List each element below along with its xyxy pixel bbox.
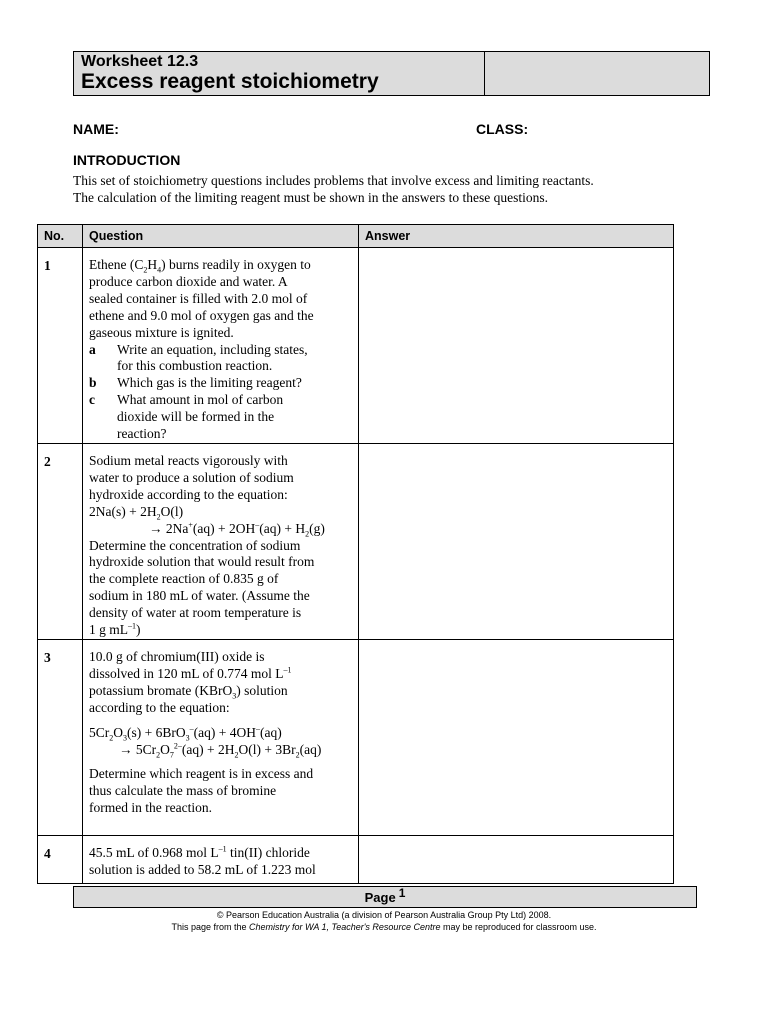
equation-line: → $2Na^+(aq) + 2OH^-(aq) + H_2(g)$ [149, 520, 325, 539]
answer-cell[interactable] [359, 836, 674, 884]
worksheet-header [73, 51, 710, 96]
table-header-row [38, 225, 674, 248]
column-header-question: Question [83, 225, 359, 248]
question-number: 4 [38, 836, 83, 884]
answer-cell[interactable] [359, 640, 674, 836]
copyright-line-2: This page from the Chemistry for WA 1, Teacher's Resource Centre may be reproduced for classroom use. [171, 922, 597, 932]
column-header-answer: Answer [359, 225, 674, 248]
page-label: Page [364, 890, 396, 905]
table-row [38, 640, 674, 836]
equation-line: $5Cr_2O_3(s) + 6BrO_3^-(aq) + 4OH^-(aq)$ [89, 724, 282, 743]
question-number: 2 [38, 444, 83, 640]
answer-cell[interactable] [359, 444, 674, 640]
table-row [38, 248, 674, 444]
equation-line: → $5Cr_2O_7^{2-}(aq) + 2H_2O(l) + 3Br_2(aq)$ [119, 741, 322, 760]
name-label: NAME: [73, 121, 119, 137]
header-title-cell [74, 52, 485, 95]
question-part-a: a Write an equation, including states, for this combustion reaction. [89, 341, 308, 374]
introduction-text [73, 172, 703, 206]
question-text: Sodium metal reacts vigorously with water to produce a solution of sodium hydroxide according to the equation: $2Na(s) + 2H_2O(l)$ → $2Na^+(aq) + 2OH^-(aq) + H_2(g)$ Determine the concentration of sodium hydroxide solution that would result from the complete reaction of 0.835 g of sodium in 180 mL of water. (Assume the density of water at room temperature is 1 g $mL^{-1}$) [83, 444, 359, 640]
table-row [38, 836, 674, 884]
equation-line: $2Na(s) + 2H_2O(l)$ [89, 503, 184, 522]
page-number: 1 [398, 886, 406, 900]
question-text: 10.0 g of chromium(III) oxide is dissolved in 120 mL of 0.774 mol $L^{-1}$ potassium bromate (KBrO$_3$) solution according to the equation: $5Cr_2O_3(s) + 6BrO_3^-(aq) + 4OH^-(aq)$ → $5Cr_2O_7^{2-}(aq) + 2H_2O(l) + 3Br_2(aq)$ Determine which reagent is in excess and thus calculate the mass of bromine formed in the reaction. [83, 640, 359, 836]
page-footer-bar [73, 886, 697, 908]
question-part-c: c What amount in mol of carbon dioxide will be formed in the reaction? [89, 392, 284, 442]
introduction-line-2: The calculation of the limiting reagent must be shown in the answers to these questions. [73, 190, 549, 205]
question-text: 45.5 mL of 0.968 mol $L^{-1}$ tin(II) chloride solution is added to 58.2 mL of 1.223 mol [83, 836, 359, 884]
copyright-line-1: © Pearson Education Australia (a division of Pearson Australia Group Pty Ltd) 2008. [216, 910, 552, 920]
questions-table [37, 224, 674, 884]
table-row [38, 444, 674, 640]
question-number: 1 [38, 248, 83, 444]
answer-cell[interactable] [359, 248, 674, 444]
question-text: Ethene $(C_2H_4)$ burns readily in oxygen to produce carbon dioxide and water. A sealed container is filled with 2.0 mol of ethene and 9.0 mol of oxygen gas and the gaseous mixture is ignited. a Write an equation, including states, for this combustion reaction. b Which gas is the limiting reagent? c What amount in mol of carbon dioxide will be formed in the reaction? [83, 248, 359, 444]
introduction-heading: INTRODUCTION [73, 152, 181, 168]
worksheet-number: Worksheet 12.3 [81, 53, 199, 70]
question-number: 3 [38, 640, 83, 836]
book-title: Chemistry for WA 1, Teacher's Resource Centre [249, 922, 441, 932]
question-part-b: b Which gas is the limiting reagent? [89, 375, 302, 391]
worksheet-title: Excess reagent stoichiometry [81, 70, 379, 93]
column-header-no: No. [38, 225, 83, 248]
copyright-notice [0, 909, 768, 933]
introduction-line-1: This set of stoichiometry questions includes problems that involve excess and limiting reactants. [73, 173, 594, 188]
class-label: CLASS: [476, 121, 529, 137]
